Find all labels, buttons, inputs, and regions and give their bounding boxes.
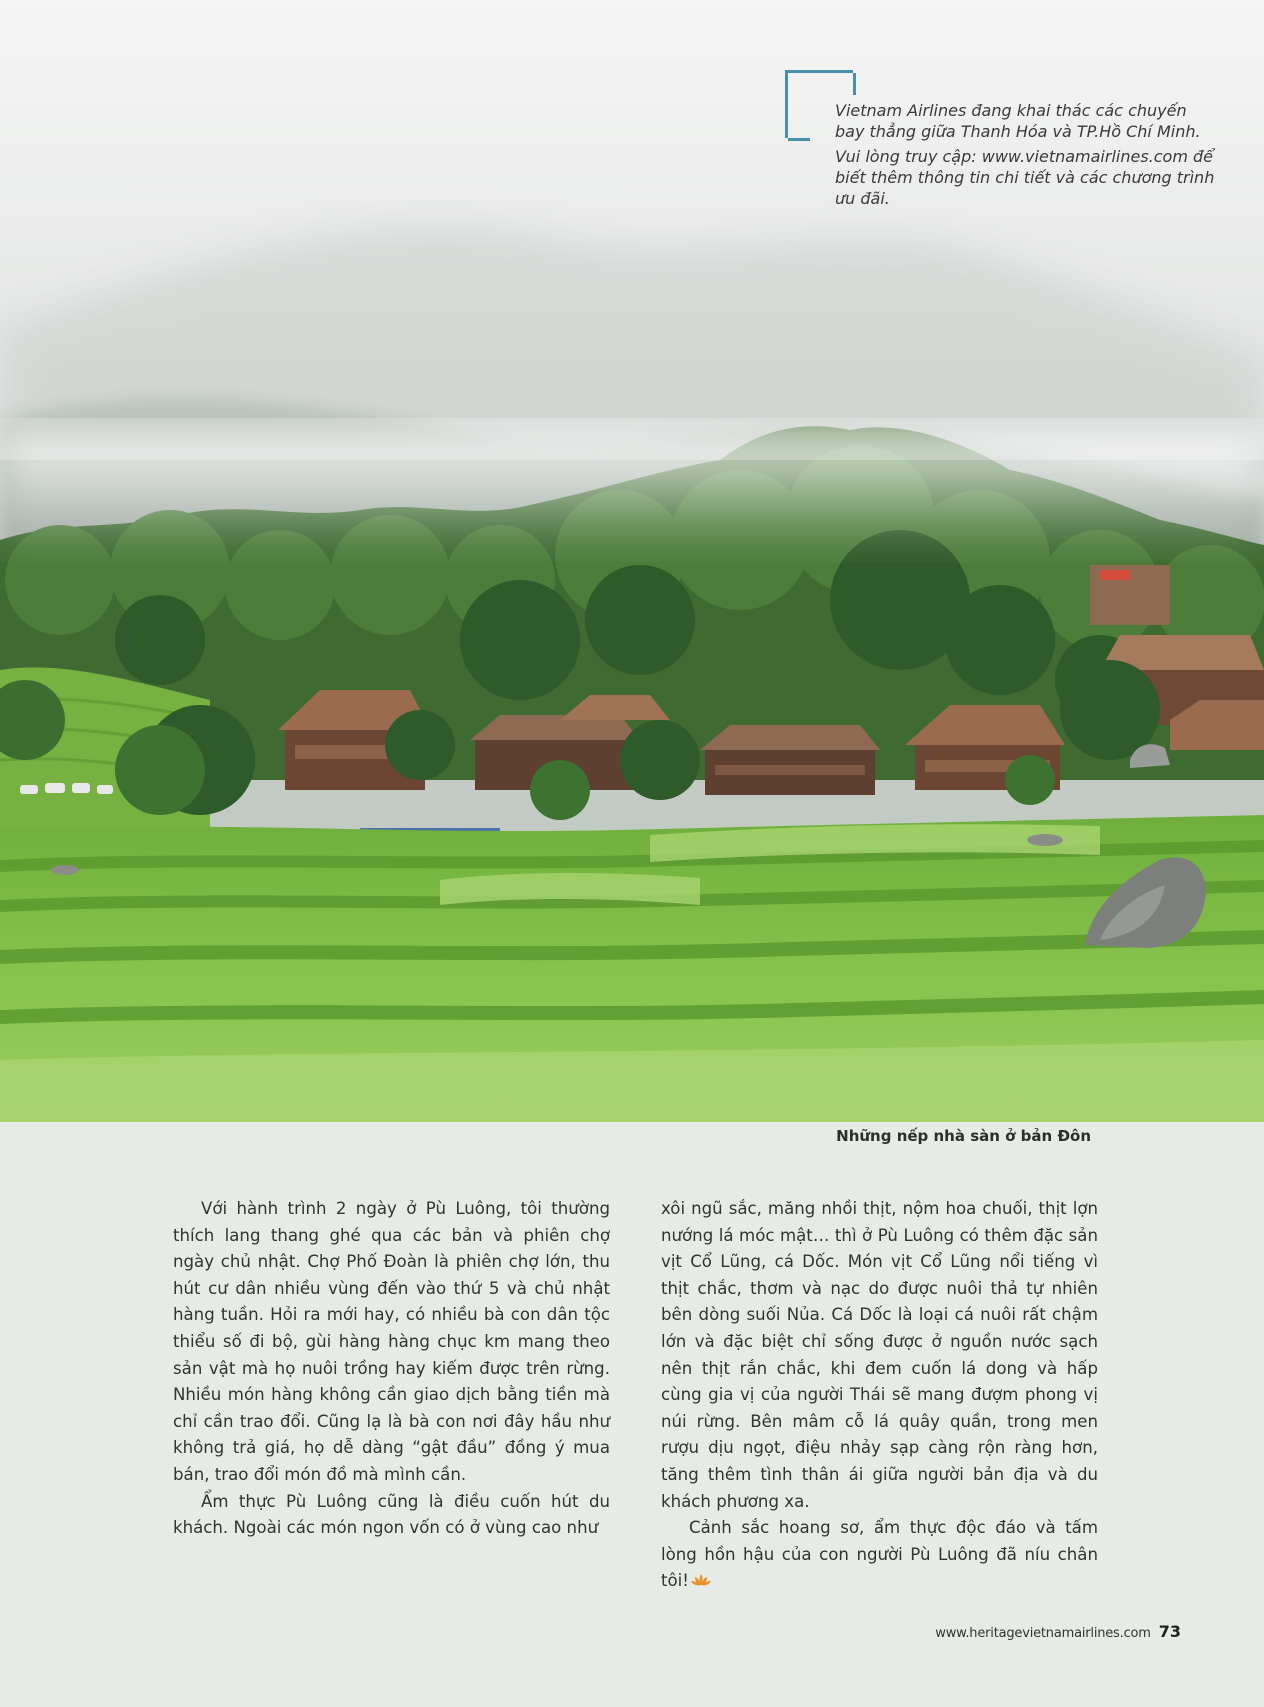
photo-caption: Những nếp nhà sàn ở bản Đôn: [836, 1127, 1091, 1145]
footer-website-link[interactable]: www.heritagevietnamairlines.com: [935, 1626, 1151, 1641]
info-line-website: Vui lòng truy cập: www.vietnamairlines.com để biết thêm thông tin chi tiết và các chương trình ưu đãi.: [835, 147, 1215, 208]
page-number: 73: [1158, 1622, 1181, 1641]
article-paragraph-final: [661, 1515, 1098, 1595]
article-paragraph: Ẩm thực Pù Luông cũng là điều cuốn hút du khách. Ngoài các món ngon vốn có ở vùng cao như: [173, 1491, 610, 1538]
article-final-text: Cảnh sắc hoang sơ, ẩm thực độc đáo và tấm lòng hồn hậu của con người Pù Luông đã níu chân tôi!: [661, 1518, 1098, 1591]
info-text: [785, 70, 1215, 209]
article-column-left: [173, 1196, 610, 1542]
info-line-flights: Vietnam Airlines đang khai thác các chuyến bay thẳng giữa Thanh Hóa và TP.Hồ Chí Minh.: [835, 101, 1201, 141]
page-footer: [935, 1622, 1181, 1641]
article-paragraph: xôi ngũ sắc, măng nhồi thịt, nộm hoa chuối, thịt lợn nướng lá móc mật… thì ở Pù Luông có thêm đặc sản vịt Cổ Lũng, cá Dốc. Món vịt Cổ Lũng nổi tiếng vì thịt chắc, thơm và nạc do được nuôi thả tự nhiên bên dòng suối Nủa. Cá Dốc là loại cá nuôi rất chậm lớn và đặc biệt chỉ sống được ở nguồn nước sạch nên thịt rắn chắc, khi đem cuốn lá dong và hấp cùng gia vị của người Thái sẽ mang đượm phong vị núi rừng. Bên mâm cỗ lá quây quần, trong men rượu dịu ngọt, điệu nhảy sạp càng rộn ràng hơn, tăng thêm tình thân ái giữa người bản địa và du khách phương xa.: [661, 1199, 1098, 1511]
article-column-right: [661, 1196, 1098, 1595]
lotus-end-icon: [691, 1573, 711, 1587]
article-paragraph: Với hành trình 2 ngày ở Pù Luông, tôi thường thích lang thang ghé qua các bản và phiên chợ ngày chủ nhật. Chợ Phố Đoàn là phiên chợ lớn, thu hút cư dân nhiều vùng đến vào thứ 5 và chủ nhật hàng tuần. Hỏi ra mới hay, có nhiều bà con dân tộc thiểu số đi bộ, gùi hàng hàng chục km mang theo sản vật mà họ nuôi trồng hay kiếm được trên rừng. Nhiều món hàng không cần giao dịch bằng tiền mà chỉ cần trao đổi. Cũng lạ là bà con nơi đây hầu như không trả giá, họ dễ dàng “gật đầu” đồng ý mua bán, trao đổi món đồ mà mình cần.: [173, 1199, 610, 1484]
flight-info-box: [785, 70, 1215, 213]
